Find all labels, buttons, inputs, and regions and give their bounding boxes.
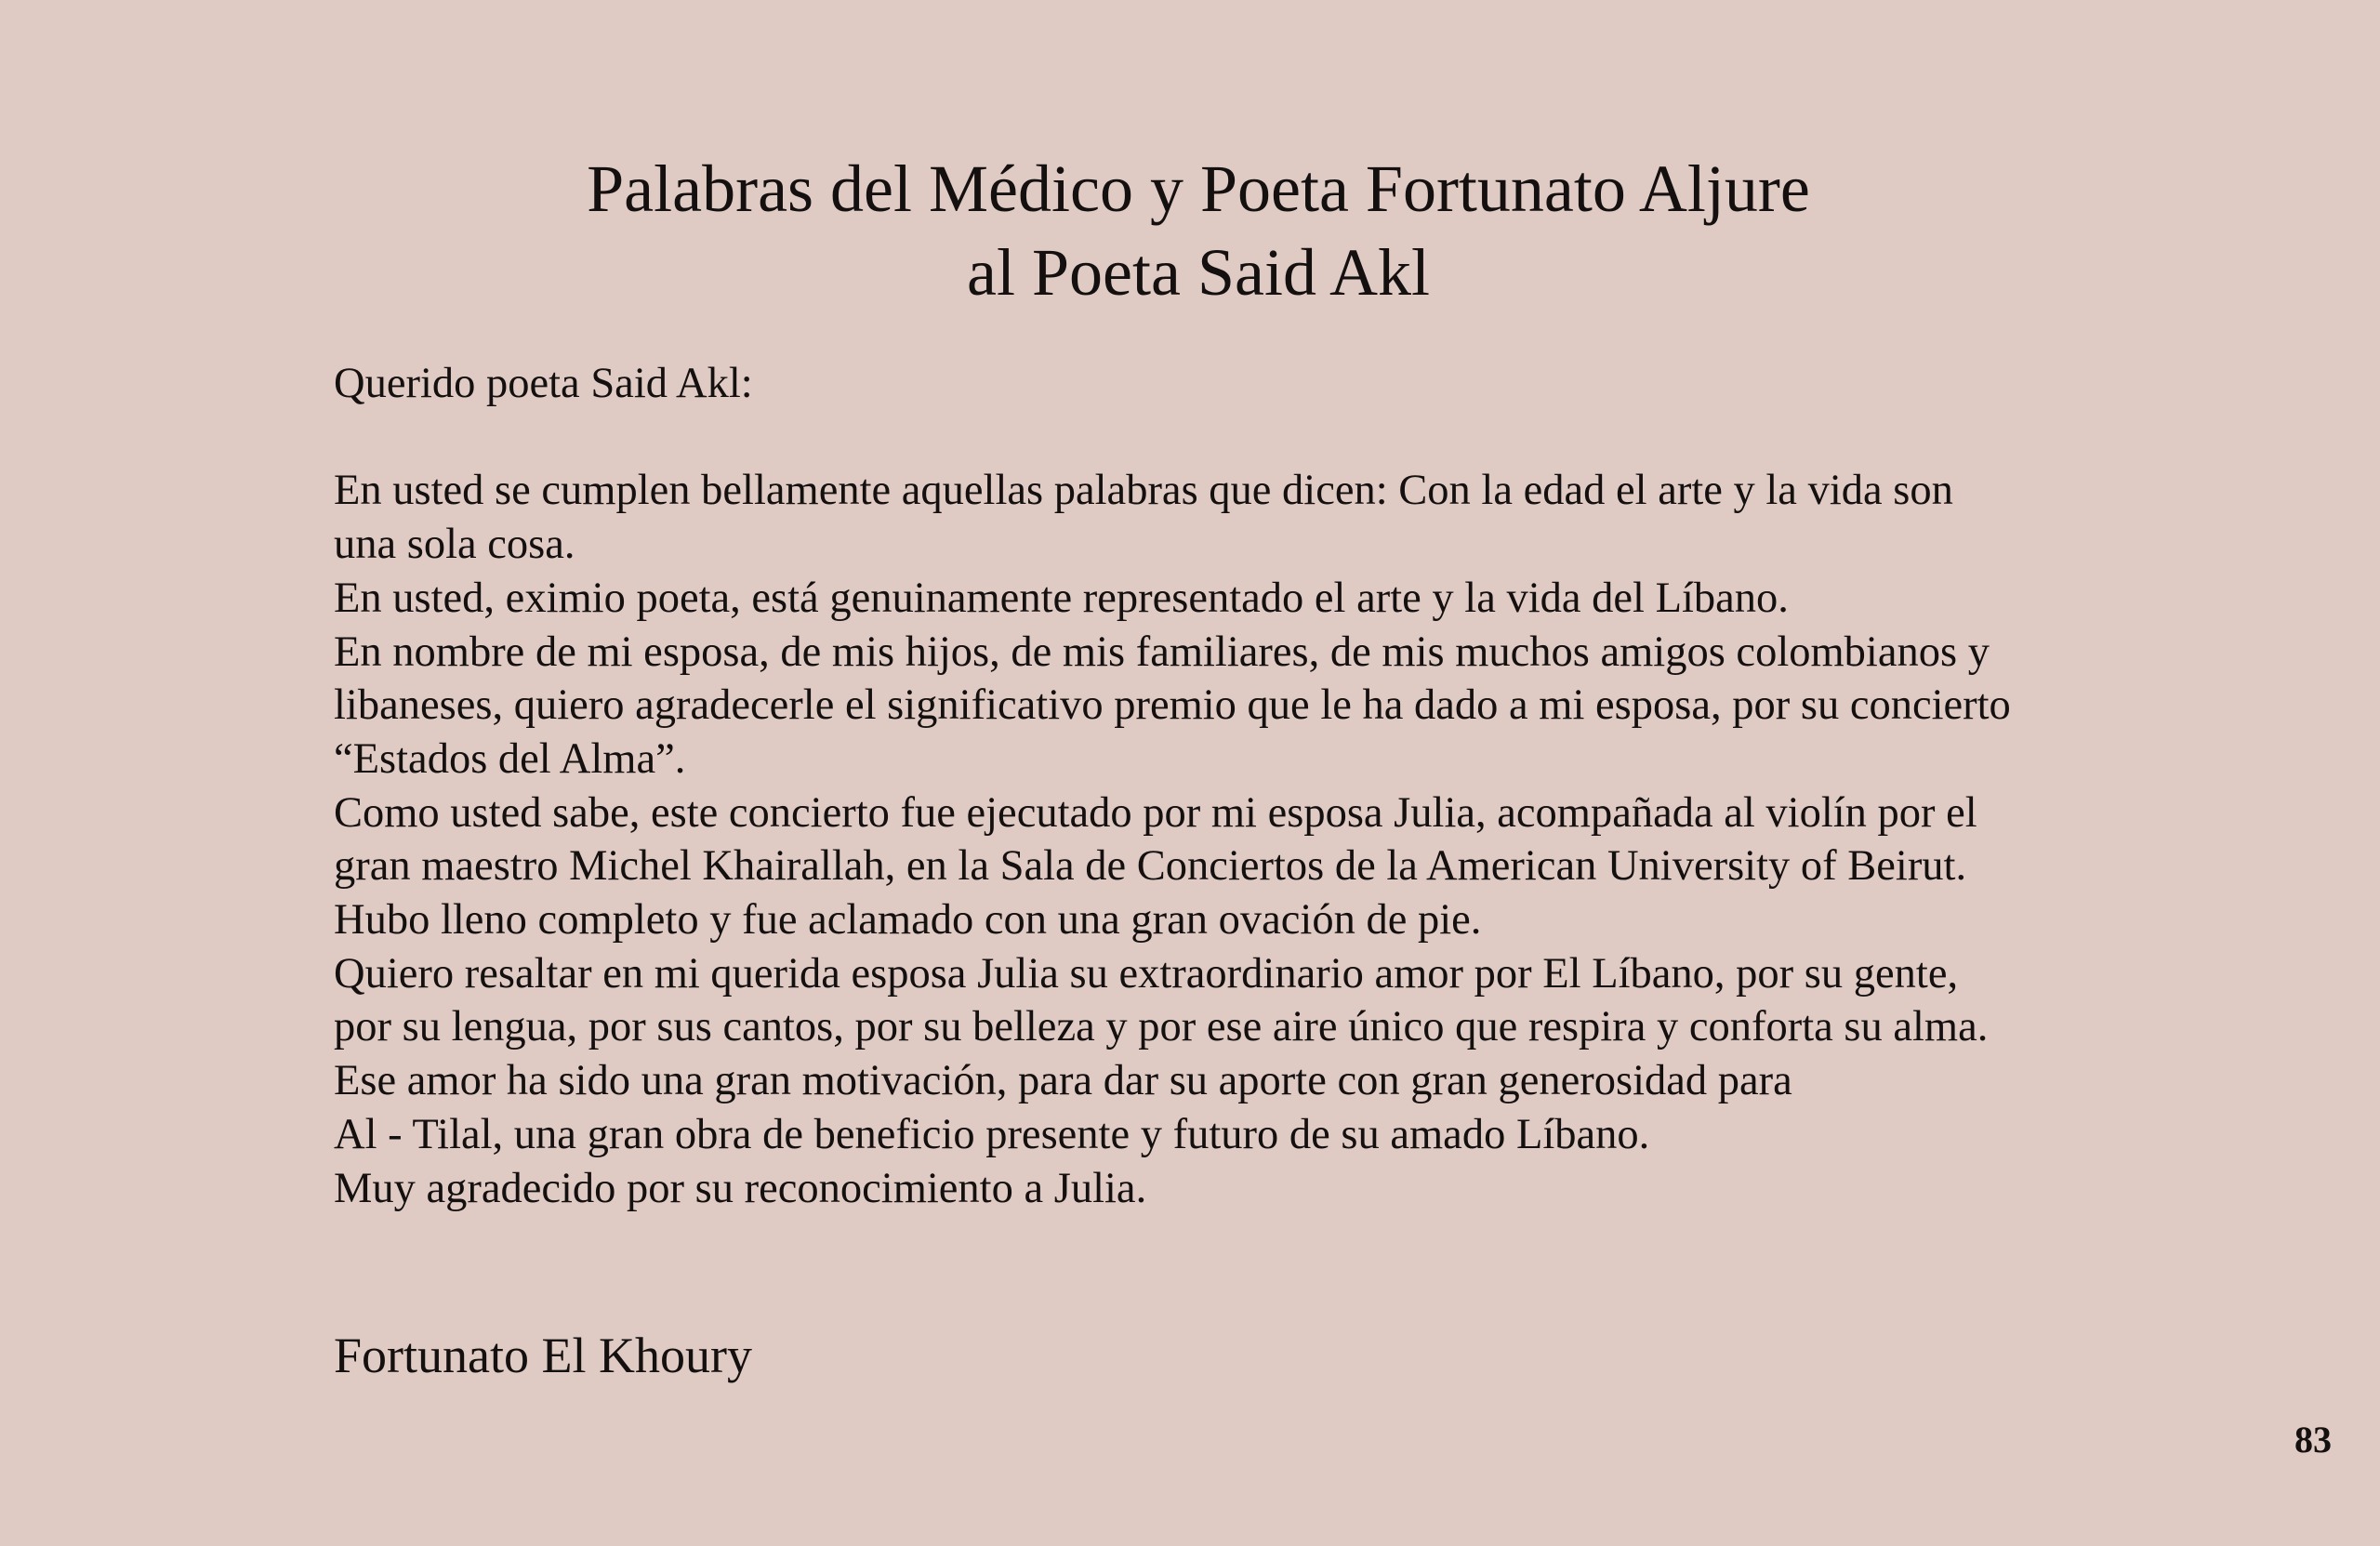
letter-line: Hubo lleno completo y fue aclamado con una gran ovación de pie. [334,896,1482,945]
letter-line: Quiero resaltar en mi querida esposa Julia su extraordinario amor por El Líbano, por su gente, [334,949,1959,998]
letter-body [334,357,2082,1215]
letter-line: Como usted sabe, este concierto fue ejecutado por mi esposa Julia, acompañada al violín por el [334,788,1977,837]
letter-line: Ese amor ha sido una gran motivación, para dar su aporte con gran generosidad para [334,1057,1792,1105]
letter-line: libaneses, quiero agradecerle el significativo premio que le ha dado a mi esposa, por su concierto [334,681,2011,730]
letter-line: Muy agradecido por su reconocimiento a Julia. [334,1164,1147,1212]
letter-line: una sola cosa. [334,521,575,569]
title-line-2: al Poeta Said Akl [967,235,1430,310]
letter-line: Al - Tilal, una gran obra de beneficio presente y futuro de su amado Líbano. [334,1110,1650,1158]
letter-line: En nombre de mi esposa, de mis hijos, de mis familiares, de mis muchos amigos colombianos y [334,628,1990,676]
letter-line: En usted, eximio poeta, está genuinamente representado el arte y la vida del Líbano. [334,574,1789,622]
page-number: 83 [2294,1419,2332,1460]
page-title [0,147,2380,314]
title-line-1: Palabras del Médico y Poeta Fortunato Aljure [587,152,1810,226]
letter-line: “Estados del Alma”. [334,734,686,783]
letter-line: gran maestro Michel Khairallah, en la Sala de Conciertos de la American University of Beirut. [334,842,1967,891]
letter-signature: Fortunato El Khoury [334,1328,752,1383]
letter-line: En usted se cumplen bellamente aquellas palabras que dicen: Con la edad el arte y la vida son [334,467,1953,515]
letter-salutation: Querido poeta Said Akl: [334,360,753,407]
letter-line: por su lengua, por sus cantos, por su belleza y por ese aire único que respira y conforta su alma. [334,1003,1989,1051]
